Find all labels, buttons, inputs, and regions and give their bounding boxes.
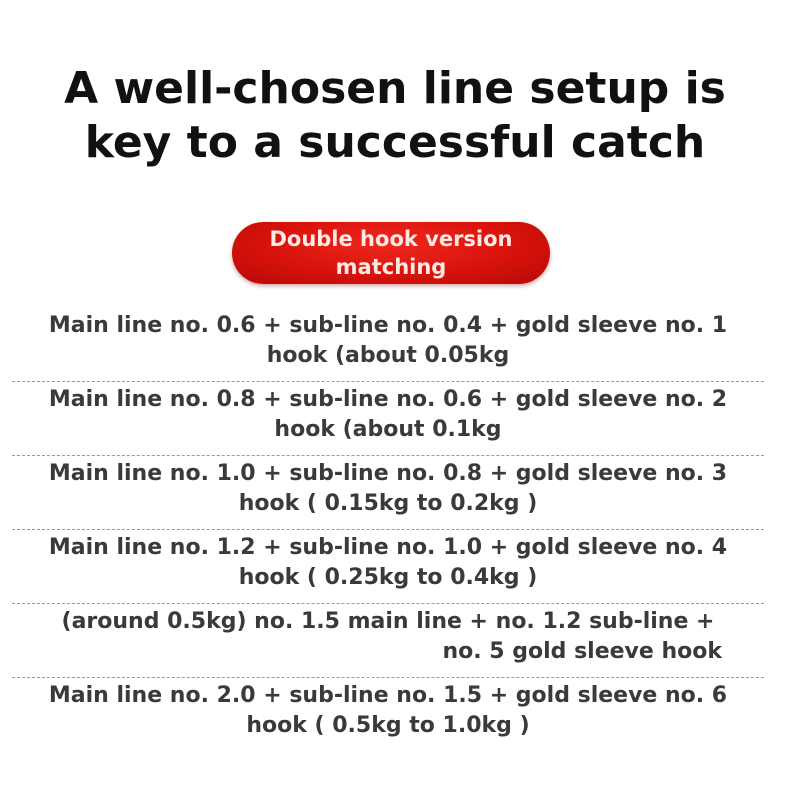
- list-item: [12, 678, 764, 752]
- list-item-line-1: Main line no. 0.6 + sub-line no. 0.4 + gold sleeve no. 1: [48, 313, 728, 338]
- list-item: [12, 382, 764, 456]
- double-hook-badge: [232, 222, 550, 284]
- list-item-line-1: Main line no. 1.2 + sub-line no. 1.0 + gold sleeve no. 4: [48, 535, 728, 560]
- headline: [0, 62, 790, 170]
- list-item-line-1: Main line no. 2.0 + sub-line no. 1.5 + gold sleeve no. 6: [48, 683, 728, 708]
- list-item: [12, 308, 764, 382]
- badge-line-2: matching: [335, 255, 447, 279]
- list-item-line-2: hook ( 0.15kg to 0.2kg ): [238, 491, 538, 516]
- headline-line-2: key to a successful catch: [84, 117, 706, 168]
- line-setup-list: [12, 308, 764, 752]
- list-item-line-2: hook (about 0.1kg: [274, 417, 502, 442]
- list-item-line-1: Main line no. 0.8 + sub-line no. 0.6 + gold sleeve no. 2: [48, 387, 728, 412]
- list-item-line-2: hook ( 0.25kg to 0.4kg ): [238, 565, 538, 590]
- list-item-line-2: no. 5 gold sleeve hook: [442, 639, 722, 664]
- list-item: [12, 604, 764, 678]
- list-item: [12, 456, 764, 530]
- list-item-line-2: hook ( 0.5kg to 1.0kg ): [246, 713, 530, 738]
- headline-line-1: A well-chosen line setup is: [64, 63, 726, 114]
- list-item: [12, 530, 764, 604]
- list-item-line-1: Main line no. 1.0 + sub-line no. 0.8 + gold sleeve no. 3: [48, 461, 728, 486]
- list-item-line-2: hook (about 0.05kg: [266, 343, 510, 368]
- list-item-line-1: (around 0.5kg) no. 1.5 main line + no. 1.2 sub-line +: [61, 609, 715, 634]
- badge-line-1: Double hook version: [269, 227, 513, 251]
